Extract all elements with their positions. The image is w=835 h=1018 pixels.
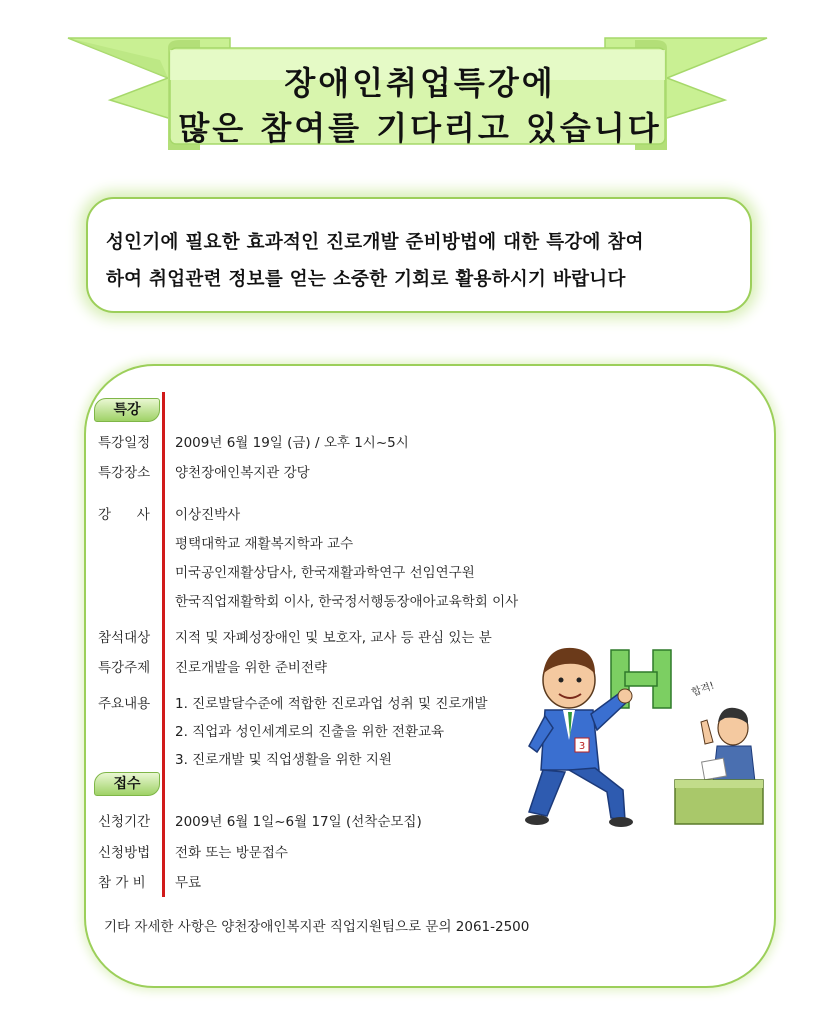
speaker-line-3: 미국공인재활상담사, 한국재활과학연구 선임연구원 xyxy=(175,565,475,581)
target-label: 참석대상 xyxy=(98,630,151,646)
target-value: 지적 및 자폐성장애인 및 보호자, 교사 등 관심 있는 분 xyxy=(175,630,492,646)
intro-box xyxy=(86,197,752,313)
place-value: 양천장애인복지관 강당 xyxy=(175,465,310,481)
speaker-line-2: 평택대학교 재활복지학과 교수 xyxy=(175,536,354,552)
title-banner xyxy=(0,0,835,160)
fee-value: 무료 xyxy=(175,875,202,891)
registration-tag: 접수 xyxy=(94,772,160,796)
banner-title-line1: 장애인취업특강에 xyxy=(284,64,556,102)
content-item-1: 1. 진로발달수준에 적합한 진로과업 성취 및 진로개발 xyxy=(175,696,488,712)
date-label: 특강일정 xyxy=(98,435,151,451)
contact-note: 기타 자세한 사항은 양천장애인복지관 직업지원팀으로 문의 2061-2500 xyxy=(104,919,530,935)
period-value: 2009년 6월 1일~6월 17일 (선착순모집) xyxy=(175,814,422,830)
date-value: 2009년 6월 19일 (금) / 오후 1시~5시 xyxy=(175,435,409,451)
topic-value: 진로개발을 위한 준비전략 xyxy=(175,660,328,676)
topic-label: 특강주제 xyxy=(98,660,151,676)
fee-label: 참 가 비 xyxy=(98,875,146,891)
content-item-3: 3. 진로개발 및 직업생활을 위한 지원 xyxy=(175,752,392,768)
method-value: 전화 또는 방문접수 xyxy=(175,845,288,861)
svg-text:3: 3 xyxy=(578,741,586,752)
place-label: 특강장소 xyxy=(98,465,151,481)
content-item-2: 2. 직업과 성인세계로의 진출을 위한 전환교육 xyxy=(175,724,445,740)
red-divider xyxy=(162,392,165,897)
content-label: 주요내용 xyxy=(98,696,151,712)
lecture-tag: 특강 xyxy=(94,398,160,422)
method-label: 신청방법 xyxy=(98,845,151,861)
banner-title-line2: 많은 참여를 기다리고 있습니다 xyxy=(178,109,662,147)
speaker-line-1: 이상진박사 xyxy=(175,507,241,523)
speaker-line-4: 한국직업재활학회 이사, 한국정서행동장애아교육학회 이사 xyxy=(175,594,519,610)
svg-text:합격!: 합격! xyxy=(690,680,716,699)
intro-line2: 하여 취업관련 정보를 얻는 소중한 기회로 활용하시기 바랍니다 xyxy=(106,269,626,290)
job-success-illustration xyxy=(525,640,770,830)
period-label: 신청기간 xyxy=(98,814,151,830)
interviewer-figure-icon xyxy=(675,679,763,824)
speaker-label: 강 사 xyxy=(98,507,150,523)
intro-line1: 성인기에 필요한 효과적인 진로개발 준비방법에 대한 특강에 참여 xyxy=(106,232,644,253)
